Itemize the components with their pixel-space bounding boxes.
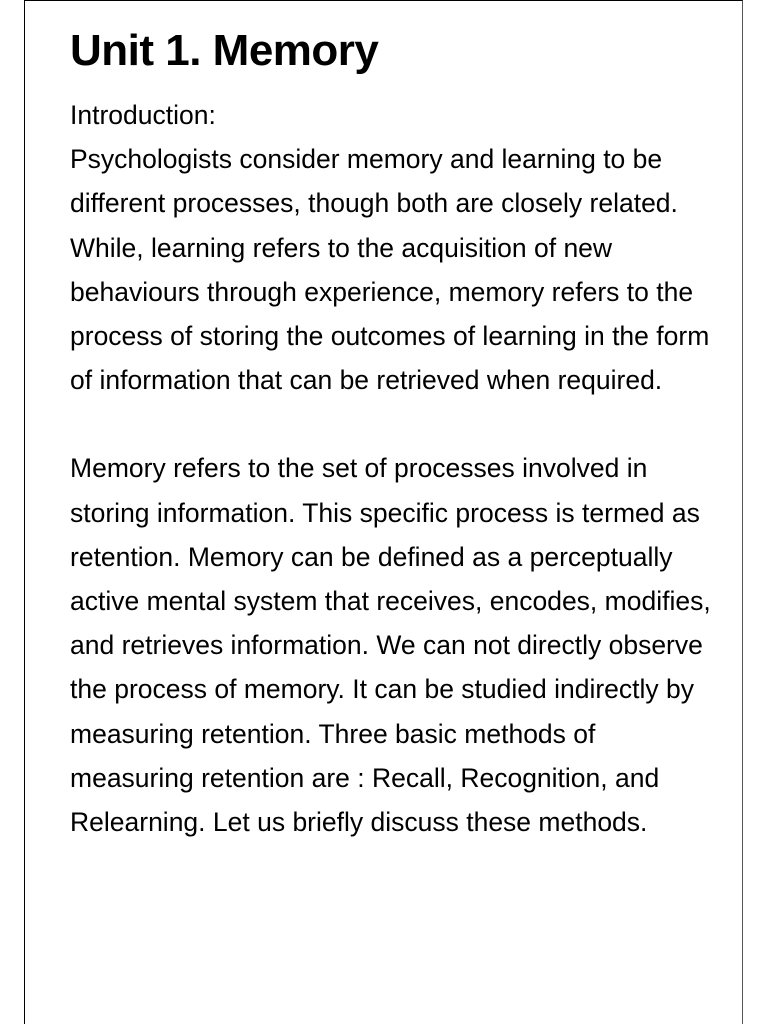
document-page (24, 0, 743, 1024)
paragraph-text: Psychologists consider memory and learning to be different processes, though both are closely related. While, learning refers to the acquisition of new behaviours through experience, memory refers to the process of storing the outcomes of learning in the form of information that can be retrieved when required. (70, 144, 710, 396)
memory-definition-paragraph: Memory refers to the set of processes involved in storing information. This specific process is termed as retention. Memory can be defined as a perceptually active mental system that receives, encodes, modifies, and retrieves information. We can not directly observe the process of memory. It can be studied indirectly by measuring retention. Three basic methods of measuring retention are : Recall, Recognition, and Relearning. Let us briefly discuss these methods. (70, 453, 711, 838)
page-title: Unit 1. Memory (70, 26, 379, 75)
document-content (70, 23, 720, 844)
intro-heading: Introduction: (70, 100, 216, 130)
intro-paragraph (70, 93, 720, 402)
